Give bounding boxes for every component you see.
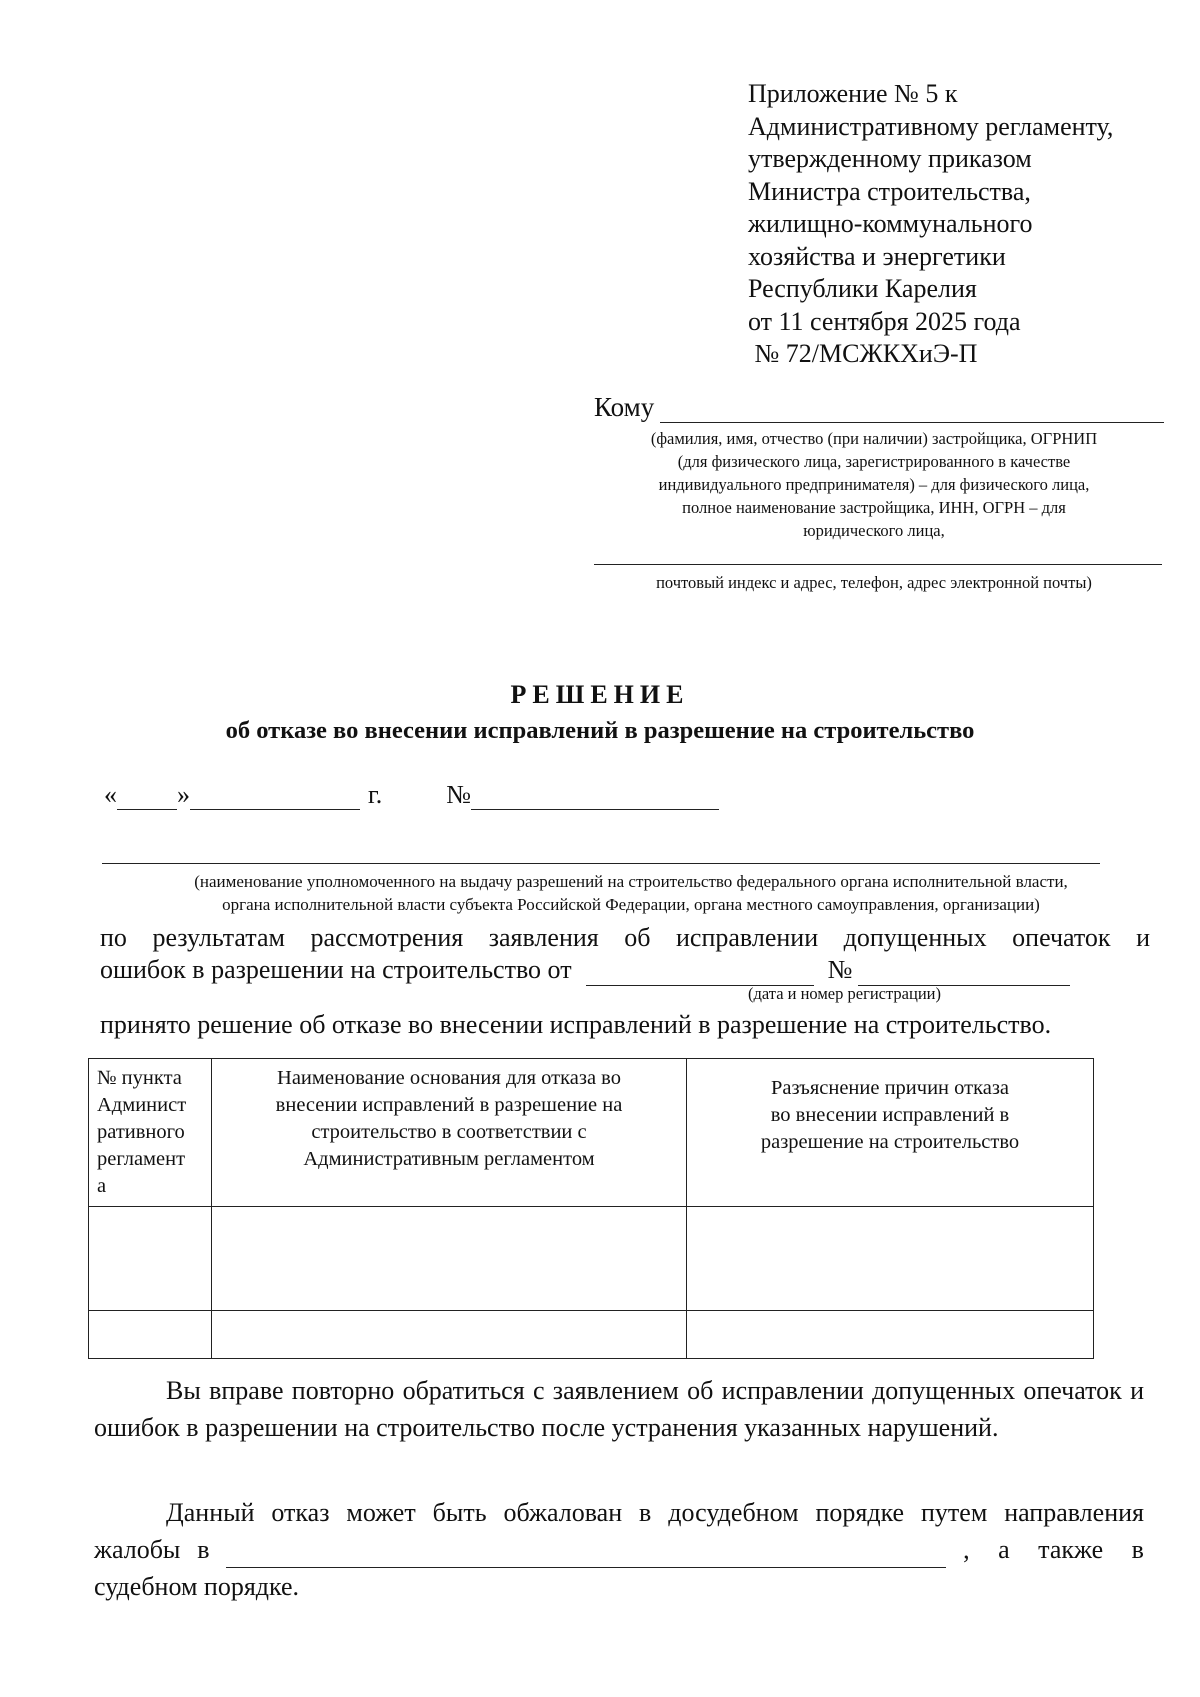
header-line: разрешение на строительство — [760, 1131, 1020, 1153]
appeal-tail: , а также в — [963, 1535, 1144, 1564]
authority-note-line: органа исполнительной власти субъекта Российской Федерации, органа местного самоуправления, организации) — [222, 895, 1040, 914]
recipient-address-blank-line[interactable] — [594, 564, 1162, 565]
appendix-line: Административному регламенту, — [748, 111, 1114, 141]
registration-note: (дата и номер регистрации) — [748, 984, 941, 1003]
table-cell[interactable] — [687, 1311, 1094, 1359]
appendix-line: Министра строительства, — [748, 176, 1031, 206]
header-item-number — [89, 1059, 212, 1207]
header-line: Разъяснение причин отказа — [770, 1077, 1010, 1099]
table-cell[interactable] — [212, 1311, 687, 1359]
appeal-line: Данный отказ может быть обжалован в досудебном порядке путем направления — [166, 1498, 1144, 1527]
appendix-line: жилищно-коммунального — [748, 209, 1033, 238]
application-date-blank[interactable] — [586, 965, 814, 986]
body-line: по результатам рассмотрения заявления об исправлении допущенных опечаток и — [100, 923, 1150, 952]
table-row — [89, 1311, 1094, 1359]
application-number-blank[interactable] — [858, 965, 1070, 986]
number-sign: № — [827, 955, 853, 984]
authority-blank-line[interactable] — [102, 863, 1100, 864]
header-line: Админист — [97, 1094, 187, 1116]
header-line: ративного — [97, 1121, 185, 1143]
authority-note — [96, 870, 1166, 916]
appendix-header — [748, 78, 1188, 371]
appendix-line: Приложение № 5 к — [748, 79, 958, 108]
header-explanation — [687, 1059, 1094, 1207]
header-line: строительство в соответствии с — [311, 1121, 587, 1143]
appeal-word: в — [197, 1535, 210, 1564]
table-row — [89, 1207, 1094, 1311]
refusal-reasons-table — [88, 1058, 1094, 1359]
appendix-line: от 11 сентября 2025 года — [748, 306, 1021, 336]
body-line: ошибок в разрешении на строительство от — [100, 955, 572, 984]
close-quote: » — [177, 780, 190, 809]
appeal-paragraph — [94, 1494, 1144, 1605]
decision-statement: принято решение об отказе во внесении исправлений в разрешение на строительство. — [100, 1010, 1052, 1039]
appeal-line-with-blank — [94, 1531, 1144, 1568]
authority-note-line: (наименование уполномоченного на выдачу разрешений на строительство федерального органа исполнительной власти, — [194, 872, 1068, 891]
header-line: Наименование основания для отказа во — [277, 1067, 621, 1089]
date-number-line — [104, 780, 719, 810]
open-quote: « — [104, 780, 117, 809]
resubmission-paragraph: Вы вправе повторно обратиться с заявлением об исправлении допущенных опечаток и ошибок в разрешении на строительство после устранения указанных нарушений. — [94, 1376, 1144, 1442]
recipient-note-line: (для физического лица, зарегистрированного в качестве — [677, 452, 1071, 471]
appendix-line: утвержденному приказом — [748, 144, 1032, 173]
appendix-line: хозяйства и энергетики — [748, 241, 1006, 271]
document-title: РЕШЕНИЕ — [510, 680, 690, 709]
appendix-line: № 72/МСЖКХиЭ-П — [748, 339, 978, 368]
table-cell[interactable] — [89, 1311, 212, 1359]
number-sign: № — [446, 780, 472, 809]
appeal-word: жалобы — [94, 1535, 181, 1564]
recipient-label: Кому — [594, 392, 655, 422]
recipient-blank-line[interactable] — [660, 402, 1164, 423]
recipient-row — [594, 392, 1164, 423]
header-line: регламент — [97, 1148, 186, 1170]
header-line: Административным регламентом — [303, 1148, 595, 1170]
header-line: во внесении исправлений в — [770, 1104, 1010, 1126]
recipient-note-line: юридического лица, — [803, 521, 945, 540]
year-suffix: г. — [368, 780, 383, 809]
recipient-block — [594, 392, 1164, 593]
day-blank[interactable] — [117, 789, 177, 810]
recipient-note — [594, 427, 1154, 542]
document-subtitle: об отказе во внесении исправлений в разрешение на строительство — [225, 717, 975, 744]
table-cell[interactable] — [89, 1207, 212, 1311]
table-cell[interactable] — [687, 1207, 1094, 1311]
appendix-line: Республики Карелия — [748, 274, 977, 303]
recipient-note-line: индивидуального предпринимателя) – для физического лица, — [658, 475, 1090, 494]
header-line: внесении исправлений в разрешение на — [275, 1094, 623, 1116]
body-paragraph — [100, 922, 1150, 986]
header-reason — [212, 1059, 687, 1207]
table-cell[interactable] — [212, 1207, 687, 1311]
recipient-note-line: (фамилия, имя, отчество (при наличии) застройщика, ОГРНИП — [650, 429, 1098, 448]
table-header-row — [89, 1059, 1094, 1207]
body-line-with-blanks — [100, 954, 1120, 986]
recipient-note-line: полное наименование застройщика, ИНН, ОГРН – для — [682, 498, 1066, 517]
decision-number-blank[interactable] — [471, 789, 719, 810]
month-year-blank[interactable] — [190, 789, 360, 810]
appeal-body-blank[interactable] — [226, 1547, 946, 1568]
header-line: № пункта — [97, 1067, 182, 1089]
appeal-line: судебном порядке. — [94, 1572, 300, 1601]
recipient-address-note: почтовый индекс и адрес, телефон, адрес электронной почты) — [656, 573, 1092, 592]
header-line: а — [97, 1175, 107, 1197]
